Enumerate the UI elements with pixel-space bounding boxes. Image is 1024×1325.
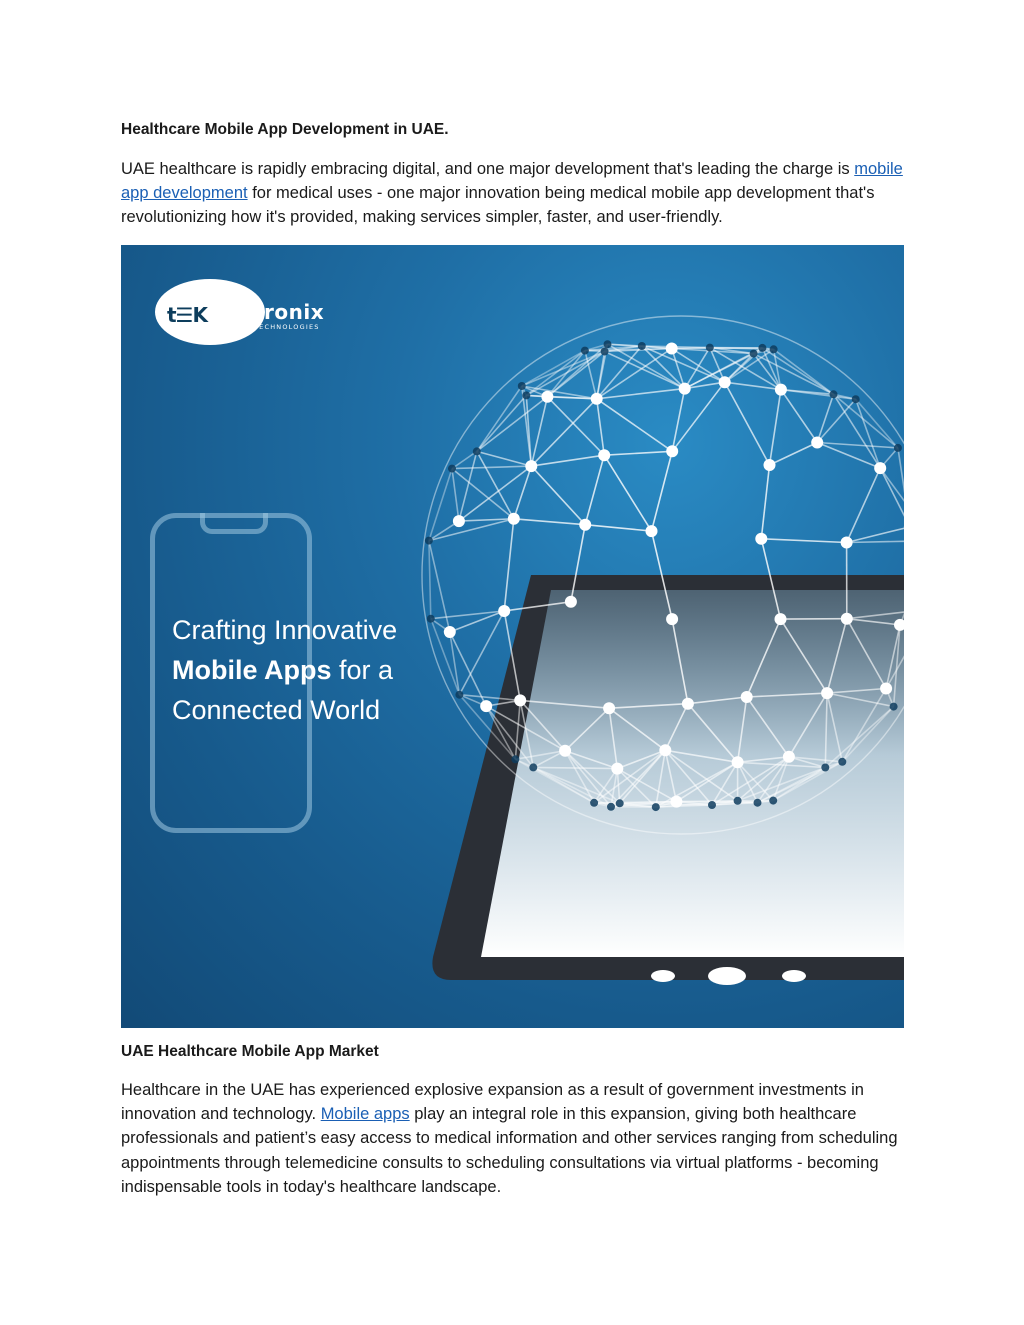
globe-link — [672, 382, 725, 451]
globe-link — [605, 352, 685, 389]
globe-node — [841, 613, 853, 625]
globe-node — [590, 799, 598, 807]
globe-link — [531, 466, 585, 525]
tagline-line-2-rest: for a — [331, 655, 394, 685]
globe-node — [565, 596, 577, 608]
globe-link — [817, 394, 833, 442]
globe-node — [841, 537, 853, 549]
phone-notch-icon — [200, 513, 268, 534]
globe-link — [514, 519, 585, 525]
globe-node — [598, 449, 610, 461]
globe-node — [679, 383, 691, 395]
mobile-apps-link[interactable]: Mobile apps — [320, 1105, 410, 1124]
globe-node — [511, 755, 519, 763]
globe-node — [890, 703, 898, 711]
globe-link — [597, 399, 673, 452]
globe-node — [581, 347, 589, 355]
globe-node — [758, 344, 766, 352]
globe-node — [775, 384, 787, 396]
globe-node — [453, 515, 465, 527]
globe-node — [646, 525, 658, 537]
globe-node — [607, 803, 615, 811]
globe-link — [504, 519, 514, 611]
tagline-bold: Mobile Apps — [172, 655, 332, 685]
globe-node — [529, 763, 537, 771]
tablet-button-left — [651, 970, 675, 982]
globe-node — [764, 459, 776, 471]
globe-node — [559, 745, 571, 757]
market-paragraph — [121, 1078, 911, 1199]
globe-node — [770, 345, 778, 353]
globe-node — [880, 683, 892, 695]
hero-banner-image — [121, 245, 904, 1028]
globe-node — [425, 537, 433, 545]
globe-link — [880, 468, 904, 527]
globe-node — [719, 376, 731, 388]
globe-link — [477, 451, 514, 518]
globe-node — [508, 513, 520, 525]
globe-link — [856, 399, 881, 468]
globe-node — [448, 465, 456, 473]
globe-link — [725, 382, 781, 389]
globe-node — [670, 796, 682, 808]
tagline-line-2 — [172, 650, 472, 690]
globe-link — [547, 397, 604, 455]
globe-link — [452, 466, 531, 469]
globe-link — [531, 455, 604, 466]
globe-node — [874, 462, 886, 474]
globe-node — [638, 342, 646, 350]
intro-paragraph — [121, 157, 911, 230]
globe-node — [821, 687, 833, 699]
globe-node — [514, 694, 526, 706]
intro-text-start: UAE healthcare is rapidly embracing digital, and one major development that's leading the charge is — [121, 160, 855, 178]
globe-link — [761, 465, 769, 539]
section-heading-market: UAE Healthcare Mobile App Market — [121, 1043, 379, 1060]
globe-node — [498, 605, 510, 617]
globe-node — [480, 700, 492, 712]
globe-node — [708, 801, 716, 809]
globe-link — [847, 527, 904, 543]
section-heading-development: Healthcare Mobile App Development in UAE. — [121, 121, 449, 138]
globe-link — [834, 394, 881, 468]
globe-node — [838, 758, 846, 766]
logo-wordmark: tronix — [254, 300, 325, 324]
globe-link — [761, 539, 846, 543]
globe-link — [604, 451, 672, 455]
globe-node — [522, 391, 530, 399]
globe-node — [616, 799, 624, 807]
globe-node — [732, 756, 744, 768]
mobile-app-development-link[interactable]: mobile app development — [121, 160, 903, 203]
globe-node — [706, 344, 714, 352]
globe-node — [852, 395, 860, 403]
globe-link — [725, 382, 770, 465]
globe-node — [659, 744, 671, 756]
globe-node — [769, 797, 777, 805]
globe-link — [770, 443, 818, 466]
globe-link — [585, 525, 651, 531]
globe-node — [682, 698, 694, 710]
globe-link — [834, 394, 898, 448]
globe-link — [531, 399, 596, 466]
globe-node — [750, 350, 758, 358]
market-text-start: Healthcare in the UAE has experienced explosive expansion as a result of government investments in innovation and technology. — [121, 1081, 864, 1124]
globe-node — [601, 348, 609, 356]
globe-link — [477, 395, 527, 451]
globe-node — [611, 763, 623, 775]
globe-node — [755, 533, 767, 545]
tagline-line-1: Crafting Innovative — [172, 615, 398, 645]
globe-node — [666, 445, 678, 457]
globe-link — [652, 451, 673, 531]
globe-link — [477, 386, 522, 451]
intro-text-end: for medical uses - one major innovation being medical mobile app development that's revolutionizing how it's provided, making services simpler, faster, and user-friendly. — [121, 184, 875, 227]
globe-link — [459, 466, 531, 521]
globe-node — [603, 702, 615, 714]
globe-link — [847, 468, 881, 542]
hero-tagline — [172, 610, 472, 730]
globe-link — [429, 519, 514, 541]
globe-link — [477, 451, 532, 466]
globe-link — [781, 390, 817, 443]
globe-link — [514, 466, 532, 519]
globe-node — [473, 447, 481, 455]
globe-link — [604, 455, 651, 531]
globe-link — [770, 390, 781, 465]
market-text-end: play an integral role in this expansion, giving both healthcare professionals and patient’s easy access to medical information and other services ranging from scheduling appointments through telemedicine consults to scheduling consultations via virtual platforms - becoming indispensable tools in today's healthcare landscape. — [121, 1105, 898, 1196]
logo-mark: t☰K — [167, 303, 207, 327]
globe-node — [518, 382, 526, 390]
globe-node — [591, 393, 603, 405]
globe-link — [429, 541, 431, 619]
globe-node — [541, 391, 553, 403]
globe-node — [604, 340, 612, 348]
globe-node — [525, 460, 537, 472]
globe-node — [821, 764, 829, 772]
logo-subtitle: TECHNOLOGIES — [254, 323, 320, 331]
tablet-button-right — [782, 970, 806, 982]
globe-node — [894, 444, 902, 452]
globe-link — [597, 399, 605, 455]
globe-node — [811, 437, 823, 449]
globe-link — [452, 469, 459, 521]
globe-node — [579, 519, 591, 531]
globe-node — [783, 751, 795, 763]
globe-link — [585, 455, 604, 525]
globe-node — [830, 390, 838, 398]
globe-node — [666, 613, 678, 625]
globe-node — [775, 613, 787, 625]
tablet-button-center — [708, 967, 746, 985]
tagline-line-3: Connected World — [172, 695, 381, 725]
globe-link — [781, 390, 856, 400]
globe-node — [754, 799, 762, 807]
globe-node — [741, 691, 753, 703]
globe-node — [666, 343, 678, 355]
globe-node — [734, 797, 742, 805]
globe-node — [652, 803, 660, 811]
